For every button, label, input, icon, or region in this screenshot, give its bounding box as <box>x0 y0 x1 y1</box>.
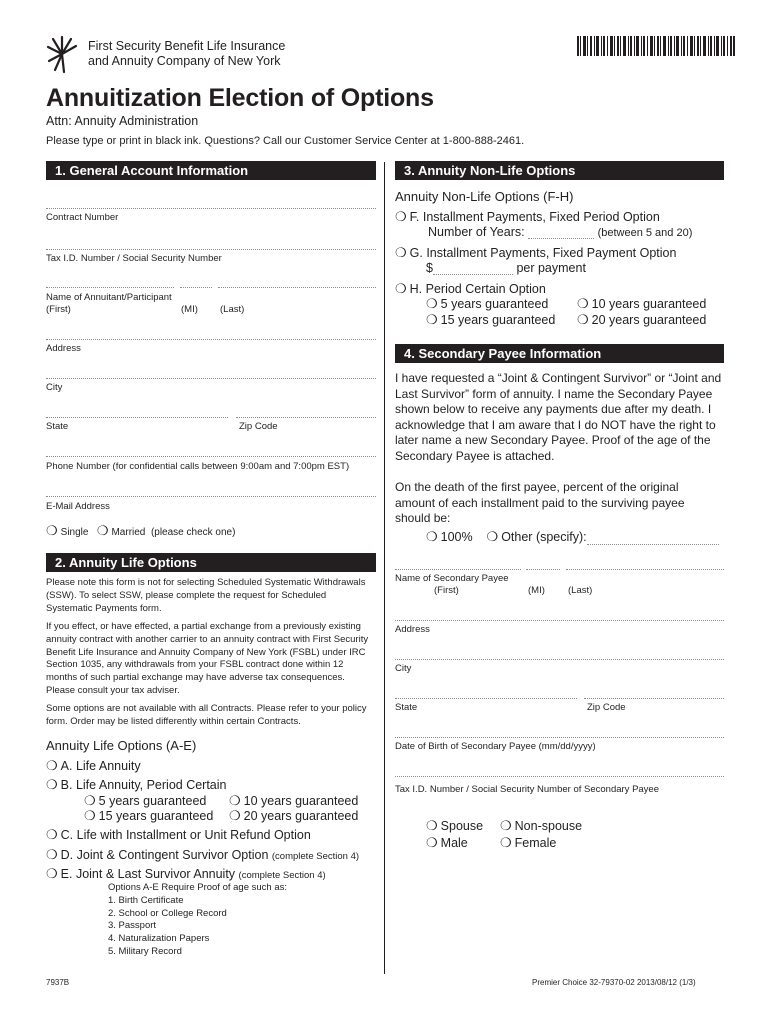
city-field[interactable] <box>46 378 376 379</box>
proof-item: 2. School or College Record <box>108 907 227 919</box>
secondary-payee-statement: I have requested a “Joint & Contingent Survivor” or “Joint and Last Survivor” form of annuity. I name the Secondary Payee shown below to receive any payments due after my death. I acknowledge that I am aware that I do NOT have the right to later name a new Secondary Payee. Proof of the age of the Secondary Payee is attached. <box>395 371 722 463</box>
city-label: City <box>46 382 63 393</box>
state-label: State <box>46 421 69 432</box>
option-c-label: C. Life with Installment or Unit Refund Option <box>60 828 311 842</box>
zip-field[interactable] <box>236 417 376 418</box>
company-name <box>88 39 285 69</box>
nonlife-subheading: Annuity Non-Life Options (F-H) <box>395 189 574 204</box>
option-e-checkbox[interactable]: ❍ <box>46 866 58 881</box>
option-b-checkbox[interactable]: ❍ <box>46 777 58 792</box>
option-b-label: B. Life Annuity, Period Certain <box>60 778 227 792</box>
female-option <box>500 835 556 851</box>
option-b-20yr <box>229 808 358 824</box>
address-field[interactable] <box>46 339 376 340</box>
option-g-label: G. Installment Payments, Fixed Payment Option <box>409 246 677 260</box>
b10-checkbox[interactable]: ❍ <box>229 793 241 808</box>
payee-tax-id-label: Tax I.D. Number / Social Security Number of Secondary Payee <box>395 784 660 795</box>
male-option <box>426 835 468 851</box>
option-h <box>395 281 546 297</box>
option-h-label: H. Period Certain Option <box>409 282 546 296</box>
option-h-5yr <box>426 296 548 312</box>
b15-label: 15 years guaranteed <box>98 809 214 823</box>
payee-tax-id-field[interactable] <box>395 776 724 777</box>
barcode-icon <box>577 36 735 56</box>
option-h-10yr <box>577 296 706 312</box>
option-d-checkbox[interactable]: ❍ <box>46 847 58 862</box>
option-b-10yr <box>229 793 358 809</box>
option-b-15yr <box>84 808 213 824</box>
option-g-amount <box>426 261 586 275</box>
survivor-percent-statement: On the death of the first payee, percent of the original amount of each installment paid to the surviving payee should be: <box>395 480 685 526</box>
option-h-checkbox[interactable]: ❍ <box>395 281 407 296</box>
exchange-note: If you effect, or have effected, a partial exchange from a previously existing annuity contract with another carrier to an annuity contract with First Security Benefit Life Insurance and Annuity Company of New York (FSBL) under IRC Section 1035, any withdrawals from your FSBL contract done within 12 months of such partial exchange may have adverse tax consequences. Please consult your tax adviser. <box>46 621 369 696</box>
h20-checkbox[interactable]: ❍ <box>577 312 589 327</box>
other-label: Other (specify): <box>501 530 587 544</box>
contract-number-label: Contract Number <box>46 212 119 223</box>
option-e <box>46 866 326 882</box>
annuitant-name-label: Name of Annuitant/Participant <box>46 292 172 303</box>
single-checkbox[interactable]: ❍ <box>46 523 58 538</box>
b5-label: 5 years guaranteed <box>98 794 207 808</box>
payee-name-label: Name of Secondary Payee <box>395 573 509 584</box>
b15-checkbox[interactable]: ❍ <box>84 808 96 823</box>
male-checkbox[interactable]: ❍ <box>426 835 438 850</box>
option-h-20yr <box>577 312 706 328</box>
address-label: Address <box>46 343 81 354</box>
h5-label: 5 years guaranteed <box>440 297 549 311</box>
spouse-checkbox[interactable]: ❍ <box>426 818 438 833</box>
annuitant-first-field[interactable] <box>46 287 174 288</box>
attn-line: Attn: Annuity Administration <box>46 114 199 128</box>
payee-city-label: City <box>395 663 412 674</box>
marital-status-row <box>46 523 235 539</box>
proof-of-age-list <box>108 882 287 959</box>
annuitant-mi-field[interactable] <box>180 287 212 288</box>
email-field[interactable] <box>46 496 376 497</box>
state-field[interactable] <box>46 417 228 418</box>
last-label: (Last) <box>220 304 245 315</box>
payee-address-label: Address <box>395 624 430 635</box>
option-b-5yr <box>84 793 206 809</box>
years-label: Number of Years: <box>428 225 525 239</box>
page-title: Annuitization Election of Options <box>46 84 434 112</box>
section4-heading: 4. Secondary Payee Information <box>395 344 724 363</box>
h20-label: 20 years guaranteed <box>591 313 707 327</box>
single-label: Single <box>60 527 89 538</box>
b20-label: 20 years guaranteed <box>243 809 359 823</box>
tax-id-label: Tax I.D. Number / Social Security Number <box>46 253 222 264</box>
mi-label: (MI) <box>181 304 198 315</box>
ssw-note: Please note this form is not for selecting Scheduled Systematic Withdrawals (SSW). To select SSW, please complete the request for Scheduled Systematic Payments form. <box>46 577 366 614</box>
option-c <box>46 827 311 843</box>
option-b <box>46 777 227 793</box>
payee-last-label: (Last) <box>568 585 593 596</box>
option-d <box>46 847 359 863</box>
payee-zip-field[interactable] <box>584 698 724 699</box>
tax-id-field[interactable] <box>46 249 376 250</box>
years-range: (between 5 and 20) <box>597 227 693 239</box>
b20-checkbox[interactable]: ❍ <box>229 808 241 823</box>
female-label: Female <box>514 836 557 850</box>
proof-item: 4. Naturalization Papers <box>108 933 210 945</box>
married-label: Married <box>111 527 146 538</box>
phone-field[interactable] <box>46 456 376 457</box>
option-c-checkbox[interactable]: ❍ <box>46 827 58 842</box>
payee-address-field[interactable] <box>395 620 724 621</box>
payee-state-label: State <box>395 702 418 713</box>
b5-checkbox[interactable]: ❍ <box>84 793 96 808</box>
option-a <box>46 758 141 774</box>
h10-label: 10 years guaranteed <box>591 297 707 311</box>
option-e-label: E. Joint & Last Survivor Annuity <box>60 867 236 881</box>
option-g-checkbox[interactable]: ❍ <box>395 245 407 260</box>
other-percent-field[interactable] <box>587 532 719 545</box>
section2-heading: 2. Annuity Life Options <box>46 553 376 572</box>
section1-heading: 1. General Account Information <box>46 161 376 180</box>
option-f-label: F. Installment Payments, Fixed Period Option <box>409 210 660 224</box>
email-label: E-Mail Address <box>46 501 110 512</box>
other-checkbox[interactable]: ❍ <box>486 529 499 544</box>
spouse-option <box>426 818 483 834</box>
proof-item: 3. Passport <box>108 920 157 932</box>
option-e-note: (complete Section 4) <box>238 870 326 881</box>
option-a-checkbox[interactable]: ❍ <box>46 758 58 773</box>
contract-number-field[interactable] <box>46 208 376 209</box>
zip-label: Zip Code <box>239 421 278 432</box>
phone-label: Phone Number (for confidential calls between 9:00am and 7:00pm EST) <box>46 461 350 472</box>
payee-city-field[interactable] <box>395 659 724 660</box>
h15-checkbox[interactable]: ❍ <box>426 312 438 327</box>
option-f-checkbox[interactable]: ❍ <box>395 209 407 224</box>
nonspouse-label: Non-spouse <box>514 819 583 833</box>
first-label: (First) <box>46 304 71 315</box>
dollar-sign: $ <box>426 261 433 275</box>
payee-last-field[interactable] <box>566 569 724 570</box>
male-label: Male <box>440 836 468 850</box>
b10-label: 10 years guaranteed <box>243 794 359 808</box>
company-logo-icon <box>46 34 78 74</box>
option-h-15yr <box>426 312 555 328</box>
payee-dob-field[interactable] <box>395 737 724 738</box>
option-a-label: A. Life Annuity <box>60 759 141 773</box>
percent-options <box>426 529 719 545</box>
instructions: Please type or print in black ink. Questions? Call our Customer Service Center at 1-800-888-2461. <box>46 135 525 147</box>
option-g <box>395 245 676 261</box>
company-line-1: First Security Benefit Life Insurance <box>88 39 286 53</box>
per-payment-label: per payment <box>516 261 586 275</box>
annuitant-last-field[interactable] <box>218 287 376 288</box>
option-f-years <box>428 225 692 239</box>
check-one-note: (please check one) <box>150 527 236 538</box>
payee-first-field[interactable] <box>395 569 521 570</box>
option-f <box>395 209 660 225</box>
h15-label: 15 years guaranteed <box>440 313 556 327</box>
payment-amount-field[interactable] <box>433 262 513 275</box>
option-d-note: (complete Section 4) <box>271 851 360 862</box>
female-checkbox[interactable]: ❍ <box>500 835 512 850</box>
form-code: 7937B <box>46 978 70 987</box>
life-options-subheading: Annuity Life Options (A-E) <box>46 738 197 753</box>
payee-mi-field[interactable] <box>526 569 560 570</box>
h5-checkbox[interactable]: ❍ <box>426 296 438 311</box>
payee-first-label: (First) <box>434 585 459 596</box>
payee-dob-label: Date of Birth of Secondary Payee (mm/dd/yyyy) <box>395 741 596 752</box>
section3-heading: 3. Annuity Non-Life Options <box>395 161 724 180</box>
nonspouse-checkbox[interactable]: ❍ <box>500 818 512 833</box>
proof-item: 5. Military Record <box>108 945 182 957</box>
proof-item: 1. Birth Certificate <box>108 894 184 906</box>
spouse-label: Spouse <box>440 819 484 833</box>
h10-checkbox[interactable]: ❍ <box>577 296 589 311</box>
proof-title: Options A-E Require Proof of age such as: <box>108 882 288 893</box>
pct100-checkbox[interactable]: ❍ <box>426 529 438 544</box>
payee-mi-label: (MI) <box>528 585 545 596</box>
married-checkbox[interactable]: ❍ <box>96 523 109 538</box>
nonspouse-option <box>500 818 582 834</box>
pct100-label: 100% <box>440 530 473 544</box>
option-d-label: D. Joint & Contingent Survivor Option <box>60 848 269 862</box>
column-divider <box>384 162 385 974</box>
company-line-2: and Annuity Company of New York <box>88 54 281 68</box>
years-field[interactable] <box>528 226 594 239</box>
footer-reference: Premier Choice 32-79370-02 2013/08/12 (1/3) <box>532 978 696 987</box>
availability-note: Some options are not available with all Contracts. Please refer to your policy form. Order may be listed differently within certain Contracts. <box>46 703 367 727</box>
payee-zip-label: Zip Code <box>587 702 626 713</box>
payee-state-field[interactable] <box>395 698 577 699</box>
